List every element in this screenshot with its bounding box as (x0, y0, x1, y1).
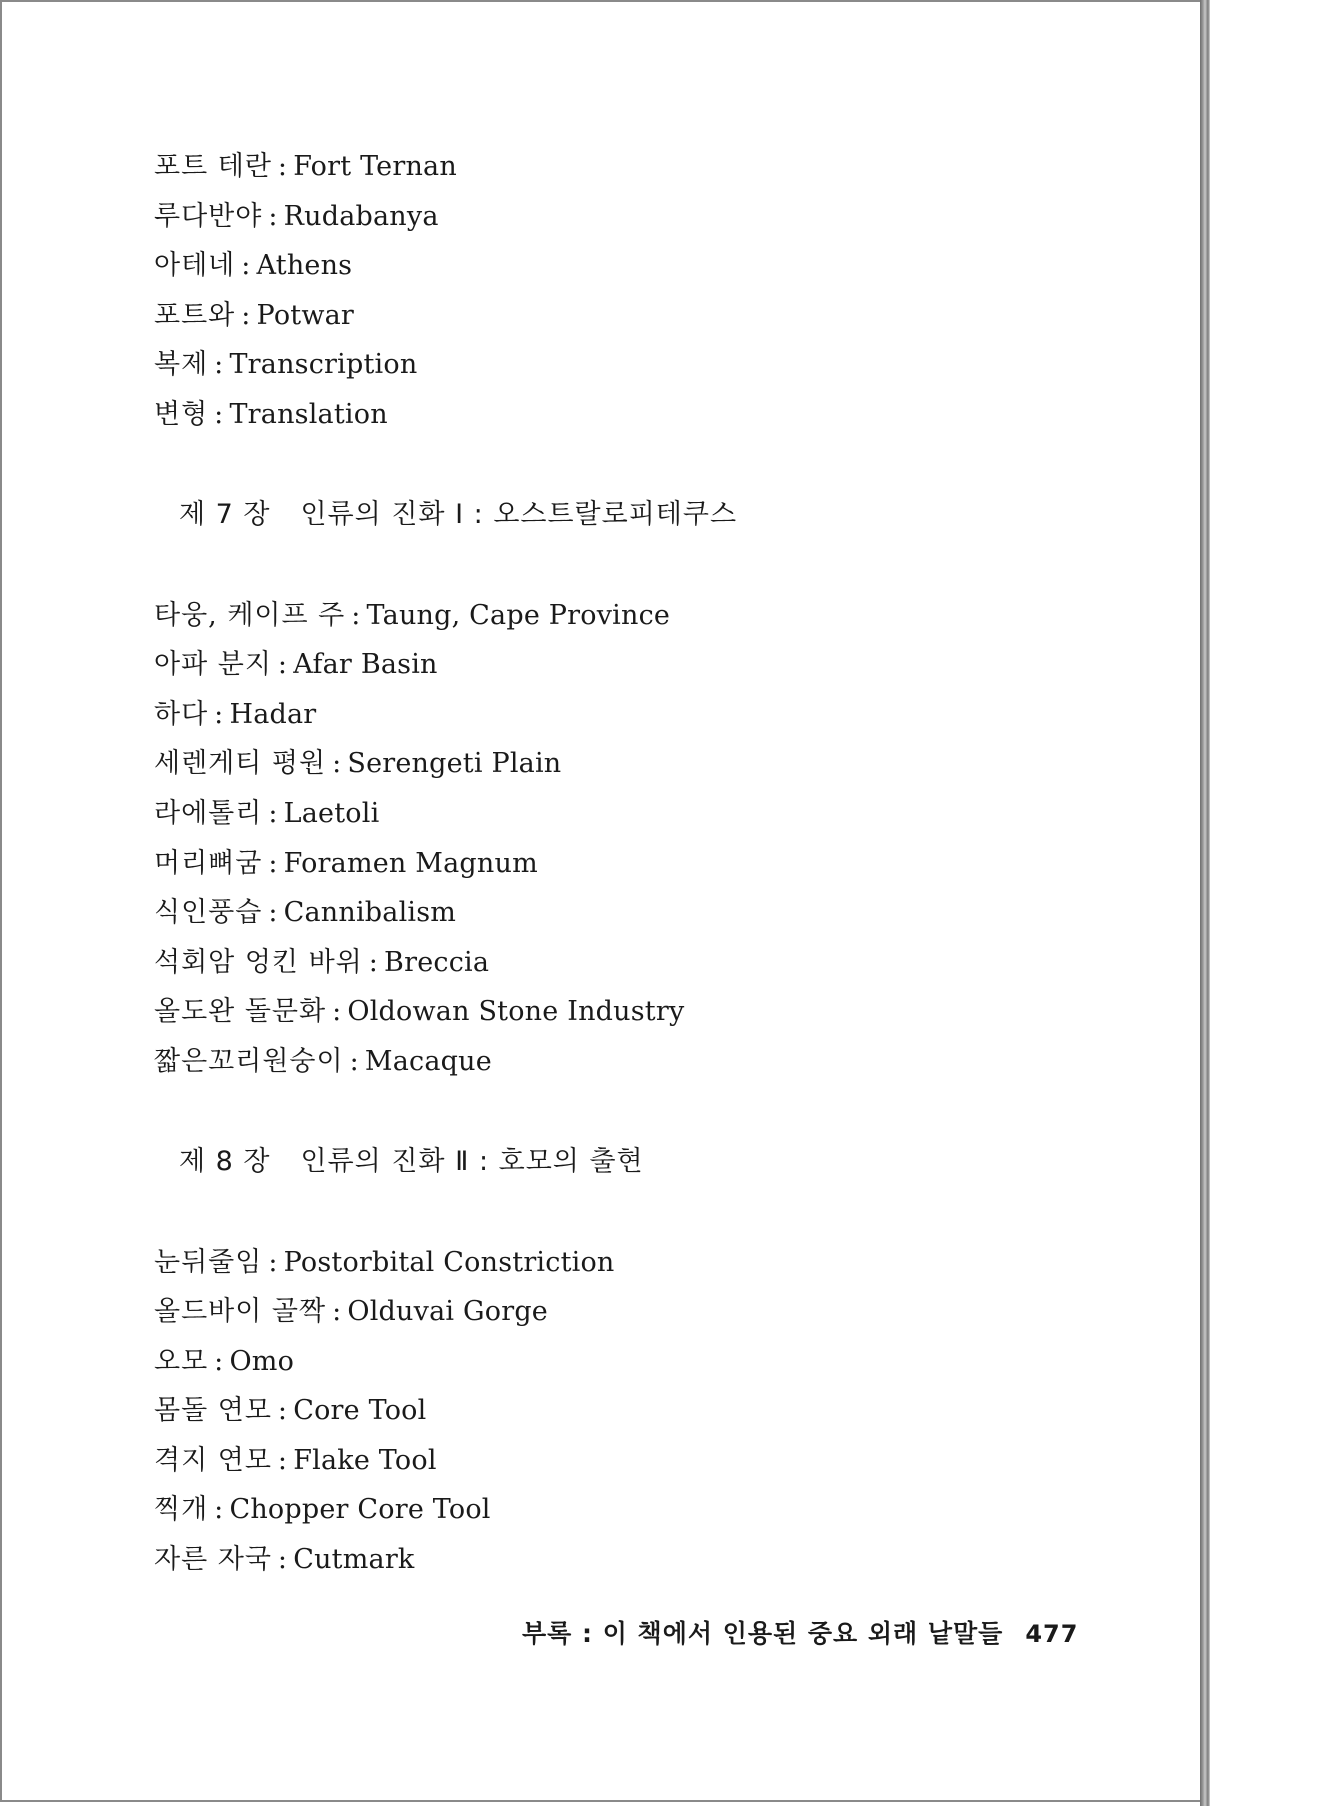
chapter-heading (154, 1138, 1154, 1186)
glossary-entry (154, 340, 1154, 390)
entry-english: Transcription (229, 349, 418, 381)
entry-korean: 자른 자국 (154, 1544, 272, 1576)
entry-korean: 포트 테란 (154, 151, 272, 182)
entry-korean: 오모 (154, 1345, 209, 1377)
entry-separator: : (214, 398, 224, 430)
glossary-entry (154, 241, 1154, 291)
glossary-entry (154, 888, 1154, 938)
entry-korean: 변형 (154, 398, 209, 430)
entry-korean: 아테네 (154, 250, 236, 282)
glossary-entry (154, 839, 1154, 889)
glossary-section (154, 1138, 1154, 1585)
entry-korean: 포트와 (154, 299, 236, 331)
chapter-number: 제 8 장 (179, 1145, 271, 1177)
entry-english: Fort Ternan (293, 151, 457, 182)
chapter-number: 제 7 장 (179, 498, 271, 530)
entry-separator: : (241, 250, 251, 282)
glossary-entry (154, 987, 1154, 1037)
entry-separator: : (214, 349, 224, 381)
entry-english: Breccia (384, 946, 490, 978)
glossary-entry (154, 690, 1154, 740)
entry-separator: : (368, 946, 379, 978)
section-spacer (154, 440, 1154, 491)
glossary-section (154, 142, 1154, 440)
entry-separator: : (268, 200, 278, 232)
entry-english: Translation (229, 398, 388, 430)
entry-english: Rudabanya (283, 200, 439, 232)
entry-korean: 복제 (154, 349, 209, 381)
entry-english: Potwar (256, 299, 355, 331)
entry-english: Postorbital Constriction (283, 1246, 615, 1278)
glossary-entry (154, 1485, 1154, 1535)
entry-korean: 격지 연모 (154, 1444, 272, 1476)
page-number: 477 (1025, 1620, 1079, 1648)
heading-spacer (154, 1186, 1154, 1238)
entry-english: Athens (256, 250, 353, 282)
entry-english: Cutmark (293, 1544, 415, 1576)
entry-english: Core Tool (293, 1395, 427, 1427)
entry-separator: : (351, 599, 361, 631)
entry-english: Cannibalism (283, 897, 457, 929)
entry-korean: 세렌게티 평원 (154, 748, 327, 780)
entry-separator: : (277, 1544, 288, 1576)
entry-separator: : (349, 1045, 359, 1077)
glossary-entry (154, 1386, 1154, 1436)
entry-english: Oldowan Stone Industry (347, 996, 685, 1028)
entry-korean: 아파 분지 (154, 649, 272, 681)
entry-korean: 하다 (154, 698, 209, 730)
entry-separator: : (277, 1395, 288, 1427)
entry-separator: : (268, 797, 278, 829)
running-footer (522, 1614, 1078, 1650)
entry-korean: 짧은꼬리원숭이 (154, 1045, 344, 1077)
entry-english: Taung, Cape Province (366, 599, 671, 631)
heading-spacer (154, 539, 1154, 591)
entry-separator: : (214, 1345, 224, 1377)
entry-separator: : (277, 151, 288, 182)
entry-korean: 라에톨리 (154, 797, 263, 829)
entry-separator: : (268, 897, 278, 929)
glossary-content (154, 142, 1154, 1585)
entry-korean: 올드바이 골짝 (154, 1296, 327, 1328)
glossary-entry (154, 1037, 1154, 1087)
glossary-entry (154, 739, 1154, 789)
entry-korean: 루다반야 (154, 200, 263, 232)
glossary-entry (154, 640, 1154, 690)
glossary-entry (154, 938, 1154, 988)
glossary-entry (154, 1337, 1154, 1387)
section-spacer (154, 1087, 1154, 1138)
entry-korean: 식인풍습 (154, 897, 263, 929)
entry-english: Afar Basin (293, 649, 438, 681)
entry-korean: 석회암 엉킨 바위 (154, 946, 363, 978)
glossary-entry (154, 789, 1154, 839)
glossary-entry (154, 390, 1154, 440)
entry-separator: : (241, 299, 251, 331)
glossary-entry (154, 192, 1154, 242)
page-edge-shadow (1200, 0, 1210, 1806)
entry-separator: : (332, 996, 342, 1028)
entry-english: Omo (229, 1345, 295, 1377)
entry-korean: 몸돌 연모 (154, 1395, 272, 1427)
glossary-entry (154, 1238, 1154, 1288)
entry-english: Foramen Magnum (283, 847, 538, 879)
entry-separator: : (268, 847, 278, 879)
entry-separator: : (277, 649, 288, 681)
entry-english: Hadar (229, 698, 317, 730)
glossary-entry (154, 291, 1154, 341)
entry-separator: : (214, 1494, 224, 1526)
entry-separator: : (214, 698, 224, 730)
glossary-entry (154, 142, 1154, 192)
chapter-title: 인류의 진화 Ⅱ : 호모의 출현 (300, 1145, 644, 1177)
entry-korean: 올도완 돌문화 (154, 996, 327, 1028)
entry-english: Chopper Core Tool (229, 1494, 491, 1526)
entry-separator: : (332, 748, 342, 780)
glossary-entry (154, 1287, 1154, 1337)
entry-korean: 타웅, 케이프 주 (154, 599, 346, 631)
glossary-section (154, 491, 1154, 1087)
entry-korean: 찍개 (154, 1494, 209, 1526)
entry-korean: 눈뒤줄임 (154, 1246, 263, 1278)
glossary-entry (154, 1436, 1154, 1486)
entry-english: Flake Tool (293, 1444, 437, 1476)
entry-korean: 머리뼈굼 (154, 847, 263, 879)
entry-english: Serengeti Plain (347, 748, 562, 780)
entry-english: Olduvai Gorge (347, 1296, 548, 1328)
entry-english: Macaque (364, 1045, 492, 1077)
chapter-heading (154, 491, 1154, 539)
entry-english: Laetoli (283, 797, 380, 829)
entry-separator: : (277, 1444, 288, 1476)
running-title: 부록 : 이 책에서 인용된 중요 외래 낱말들 (522, 1619, 1004, 1648)
entry-separator: : (268, 1246, 278, 1278)
chapter-title: 인류의 진화 Ⅰ : 오스트랄로피테쿠스 (300, 498, 738, 530)
glossary-entry (154, 1535, 1154, 1585)
glossary-entry (154, 591, 1154, 641)
entry-separator: : (332, 1296, 342, 1328)
